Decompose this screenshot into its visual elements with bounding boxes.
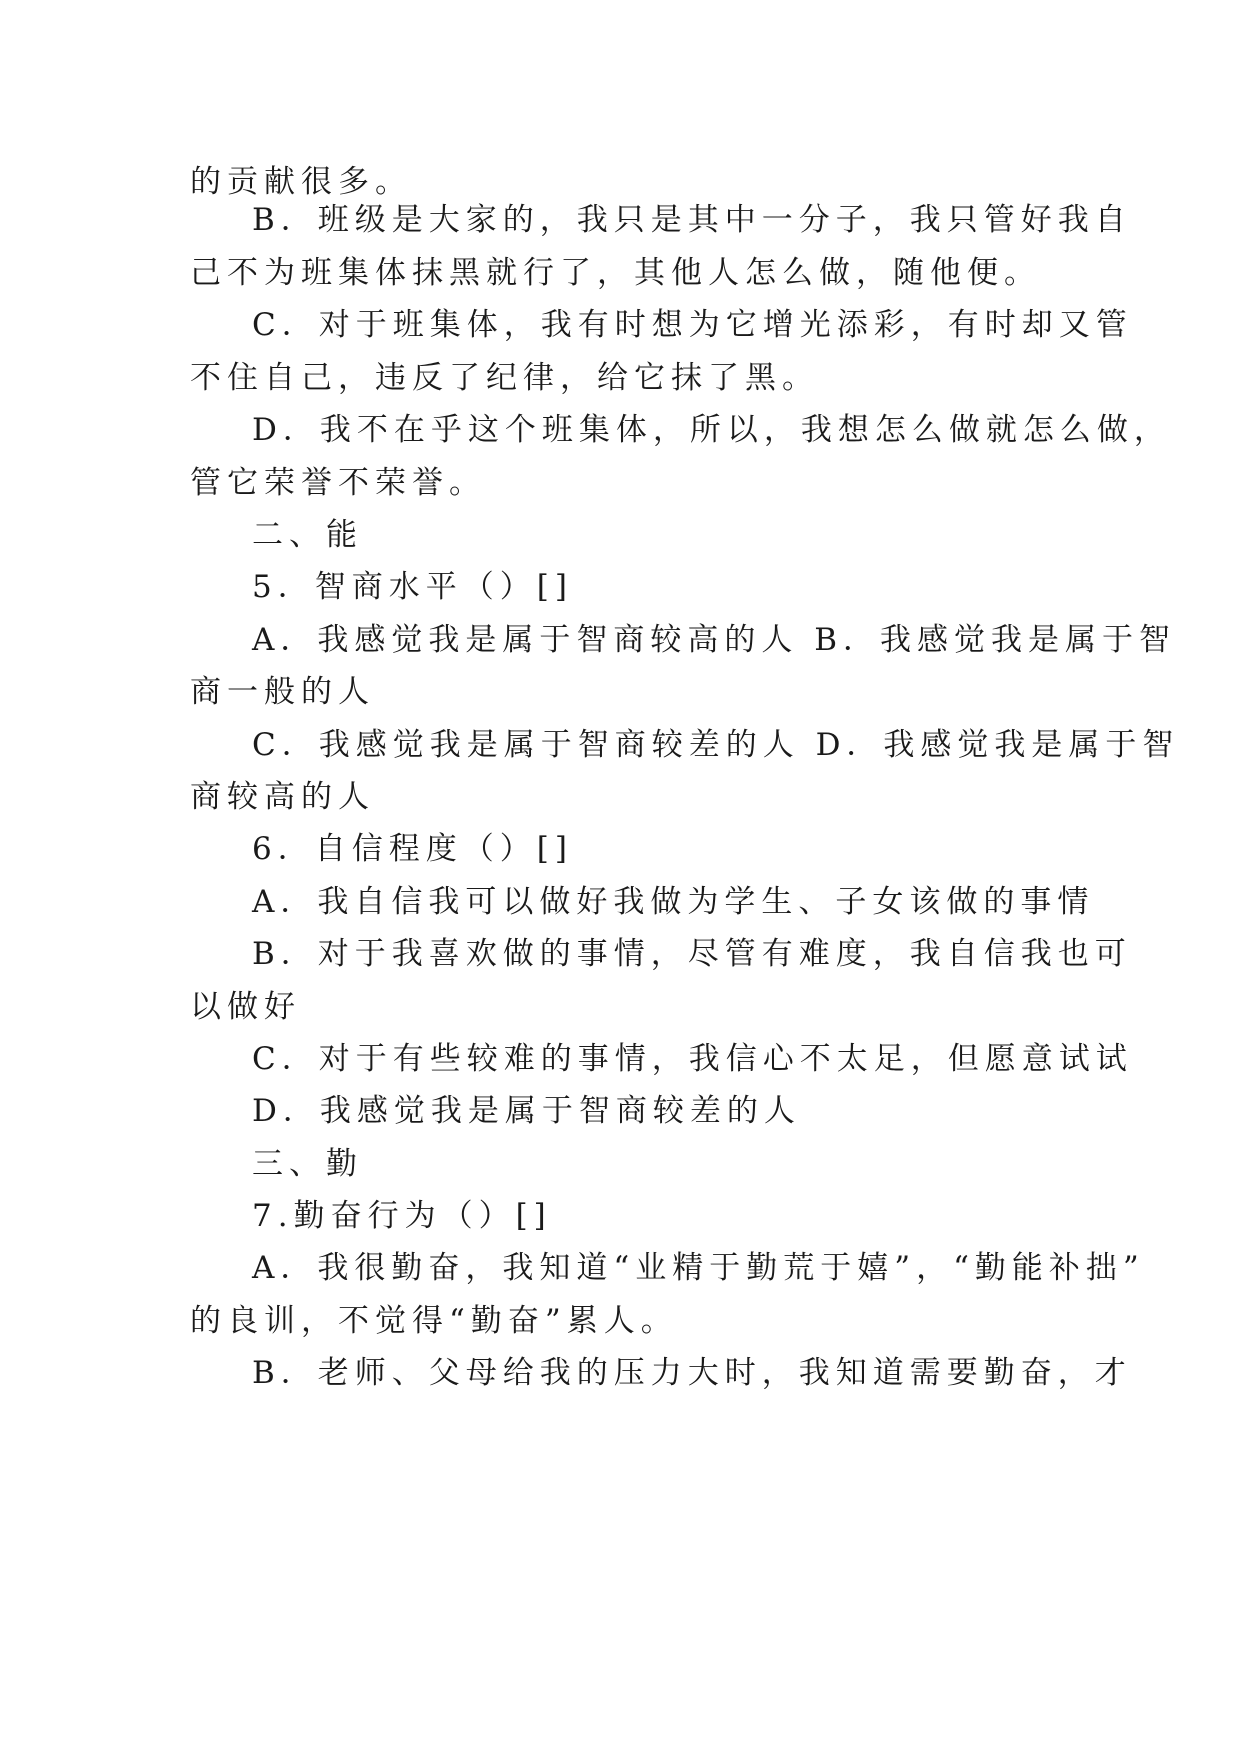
- option-a-line: A．我很勤奋，我知道“业精于勤荒于嬉”，“勤能补拙”: [252, 1250, 1145, 1286]
- option-d-line: D．我不在乎这个班集体，所以，我想怎么做就怎么做，: [252, 412, 1171, 448]
- option-b-line: B．对于我喜欢做的事情，尽管有难度，我自信我也可: [252, 936, 1132, 972]
- option-a-line: A．我自信我可以做好我做为学生、子女该做的事情: [252, 884, 1095, 920]
- option-c-line: C．对于班集体，我有时想为它增光添彩，有时却又管: [252, 307, 1133, 343]
- text-line: 商一般的人: [190, 674, 375, 710]
- section-heading: 三、勤: [252, 1146, 363, 1182]
- question-title: 6．自信程度（）[]: [252, 831, 573, 867]
- text-line: 的贡献很多。: [190, 164, 412, 200]
- text-line: 商较高的人: [190, 779, 375, 815]
- text-line: 管它荣誉不荣誉。: [190, 465, 486, 501]
- option-line: A．我感觉我是属于智商较高的人 B．我感觉我是属于智: [252, 622, 1177, 658]
- option-line: C．我感觉我是属于智商较差的人 D．我感觉我是属于智: [252, 727, 1180, 763]
- text-line: 的良训，不觉得“勤奋”累人。: [190, 1303, 678, 1339]
- text-line: 以做好: [190, 989, 301, 1025]
- section-heading: 二、能: [252, 517, 363, 553]
- question-title: 5．智商水平（）[]: [252, 569, 573, 605]
- option-b-line: B．老师、父母给我的压力大时，我知道需要勤奋，才: [252, 1355, 1132, 1391]
- text-line: 己不为班集体抹黑就行了，其他人怎么做，随他便。: [190, 255, 1041, 291]
- option-b-line: B．班级是大家的，我只是其中一分子，我只管好我自: [252, 202, 1132, 238]
- text-line: 不住自己，违反了纪律，给它抹了黑。: [190, 360, 819, 396]
- option-c-line: C．对于有些较难的事情，我信心不太足，但愿意试试: [252, 1041, 1133, 1077]
- option-d-line: D．我感觉我是属于智商较差的人: [252, 1093, 801, 1129]
- question-title: 7.勤奋行为（）[]: [252, 1198, 552, 1234]
